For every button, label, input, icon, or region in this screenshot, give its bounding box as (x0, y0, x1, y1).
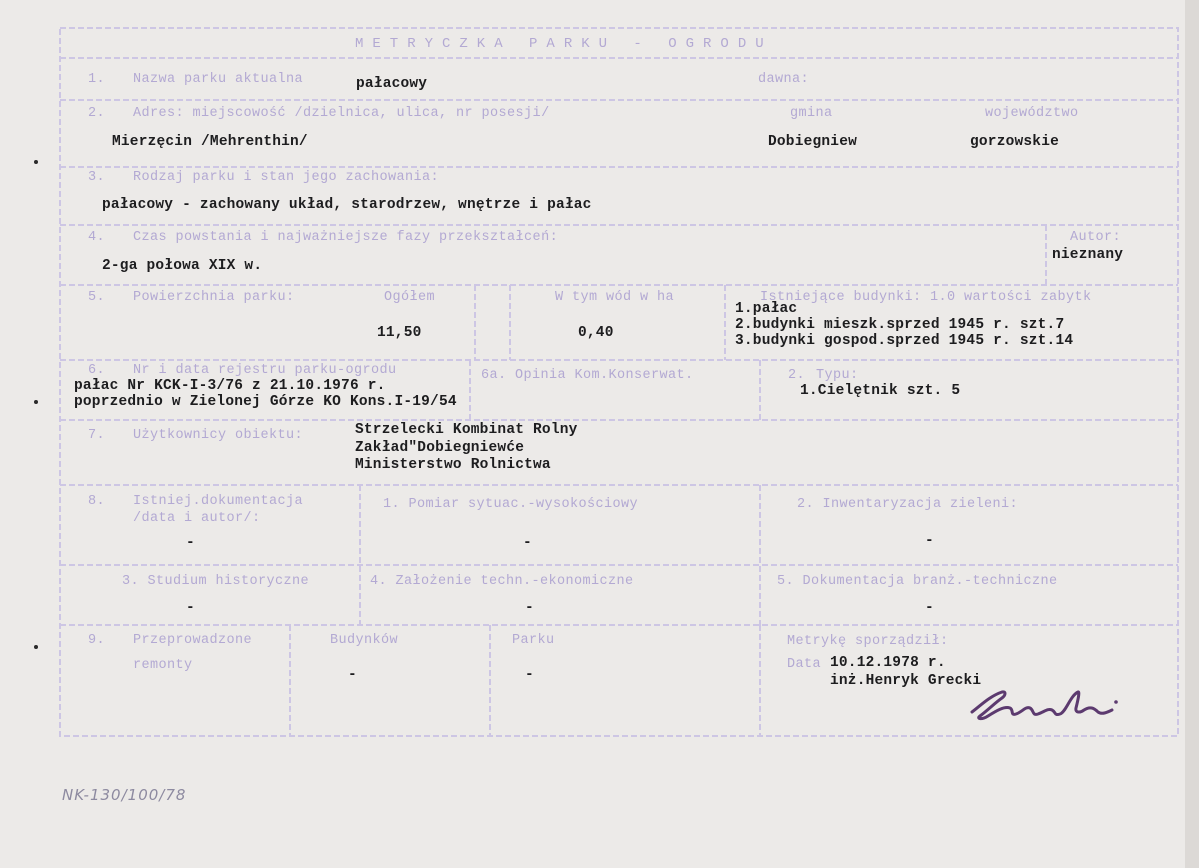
area-label: Powierzchnia parku: (133, 290, 295, 305)
register-value-1: pałac Nr KCK-I-3/76 z 21.10.1976 r. (74, 378, 386, 394)
doc-survey-value: - (523, 535, 532, 551)
total-area-value: 11,50 (377, 325, 422, 341)
doc-survey-label: 1. Pomiar sytuac.-wysokościowy (383, 497, 639, 512)
type-value: 1.Cielętnik szt. 5 (800, 383, 961, 399)
building-item-1: 1.pałac (735, 301, 798, 317)
park-name-label: Nazwa parku aktualna (133, 72, 304, 87)
row-3-number: 3. (88, 170, 106, 185)
park-repairs-label: Parku (512, 633, 555, 648)
punch-mark-middle (34, 400, 38, 404)
water-area-label: W tym wód w ha (555, 290, 675, 305)
row-6-number: 6. (88, 363, 106, 378)
users-value-3: Ministerstwo Rolnictwa (355, 457, 551, 473)
doc-economic-label: 4. Założenie techn.-ekonomiczne (370, 574, 634, 589)
doc-main-value: - (186, 535, 195, 551)
repairs-label-2: remonty (133, 658, 193, 673)
date-label: Data (787, 657, 822, 672)
park-repairs-value: - (525, 667, 534, 683)
doc-technical-label: 5. Dokumentacja branż.-techniczne (777, 574, 1058, 589)
doc-technical-value: - (925, 600, 934, 616)
row-7-number: 7. (88, 428, 106, 443)
doc-history-value: - (186, 600, 195, 616)
register-label: Nr i data rejestru parku-ogrodu (133, 363, 397, 378)
repairs-label: Przeprowadzone (133, 633, 253, 648)
park-type-label: Rodzaj parku i stan jego zachowania: (133, 170, 440, 185)
row-1-number: 1. (88, 72, 106, 87)
address-value: Mierzęcin /Mehrenthin/ (112, 134, 308, 150)
row-8-number: 8. (88, 494, 106, 509)
prepared-by-label: Metrykę sporządził: (787, 634, 949, 649)
doc-greenery-label: 2. Inwentaryzacja zieleni: (797, 497, 1019, 512)
former-name-label: dawna: (758, 72, 810, 87)
commune-value: Dobiegniew (768, 134, 858, 150)
register-value-2: poprzednio w Zielonej Górze KO Kons.I-19/54 (74, 394, 457, 410)
park-name-value: pałacowy (356, 76, 428, 92)
users-value-2: Zakład"Dobiegniewće (355, 440, 525, 456)
author-label: Autor: (1070, 230, 1122, 245)
buildings-repairs-value: - (348, 667, 357, 683)
total-area-label: Ogółem (384, 290, 436, 305)
punch-mark-top (34, 160, 38, 164)
handwritten-reference: NK-130/100/78 (62, 786, 187, 804)
building-item-3: 3.budynki gospod.sprzed 1945 r. szt.14 (735, 333, 1074, 349)
doc-economic-value: - (525, 600, 534, 616)
conservator-opinion-label: 6a. Opinia Kom.Konserwat. (481, 368, 694, 383)
users-label: Użytkownicy obiektu: (133, 428, 304, 443)
users-value-1: Strzelecki Kombinat Rolny (355, 422, 578, 438)
form-title: METRYCZKA PARKU - OGRODU (355, 36, 773, 52)
buildings-repairs-label: Budynków (330, 633, 399, 648)
voivodeship-label: województwo (985, 106, 1079, 121)
park-type-value: pałacowy - zachowany układ, starodrzew, wnętrze i pałac (102, 197, 592, 213)
row-5-number: 5. (88, 290, 106, 305)
row-9-number: 9. (88, 633, 106, 648)
type-number: 2. (788, 368, 806, 383)
row-2-number: 2. (88, 106, 106, 121)
voivodeship-value: gorzowskie (970, 134, 1060, 150)
doc-history-label: 3. Studium historyczne (122, 574, 310, 589)
building-item-2: 2.budynki mieszk.sprzed 1945 r. szt.7 (735, 317, 1065, 333)
buildings-label: Istniejące budynki: 1.0 wartości zabytk (760, 290, 1092, 305)
row-4-number: 4. (88, 230, 106, 245)
documentation-label-2: /data i autor/: (133, 511, 261, 526)
documentation-label: Istniej.dokumentacja (133, 494, 304, 509)
author-name: inż.Henryk Grecki (830, 673, 982, 689)
origin-value: 2-ga połowa XIX w. (102, 258, 263, 274)
address-label: Adres: miejscowość /dzielnica, ulica, nr posesji/ (133, 106, 550, 121)
type-label: Typu: (816, 368, 859, 383)
water-area-value: 0,40 (578, 325, 614, 341)
origin-label: Czas powstania i najważniejsze fazy przekształceń: (133, 230, 559, 245)
doc-greenery-value: - (925, 533, 934, 549)
punch-mark-bottom (34, 645, 38, 649)
commune-label: gmina (790, 106, 833, 121)
paper-edge (1185, 0, 1199, 868)
author-value: nieznany (1052, 247, 1124, 263)
signature (960, 680, 1150, 730)
date-value: 10.12.1978 r. (830, 655, 946, 671)
